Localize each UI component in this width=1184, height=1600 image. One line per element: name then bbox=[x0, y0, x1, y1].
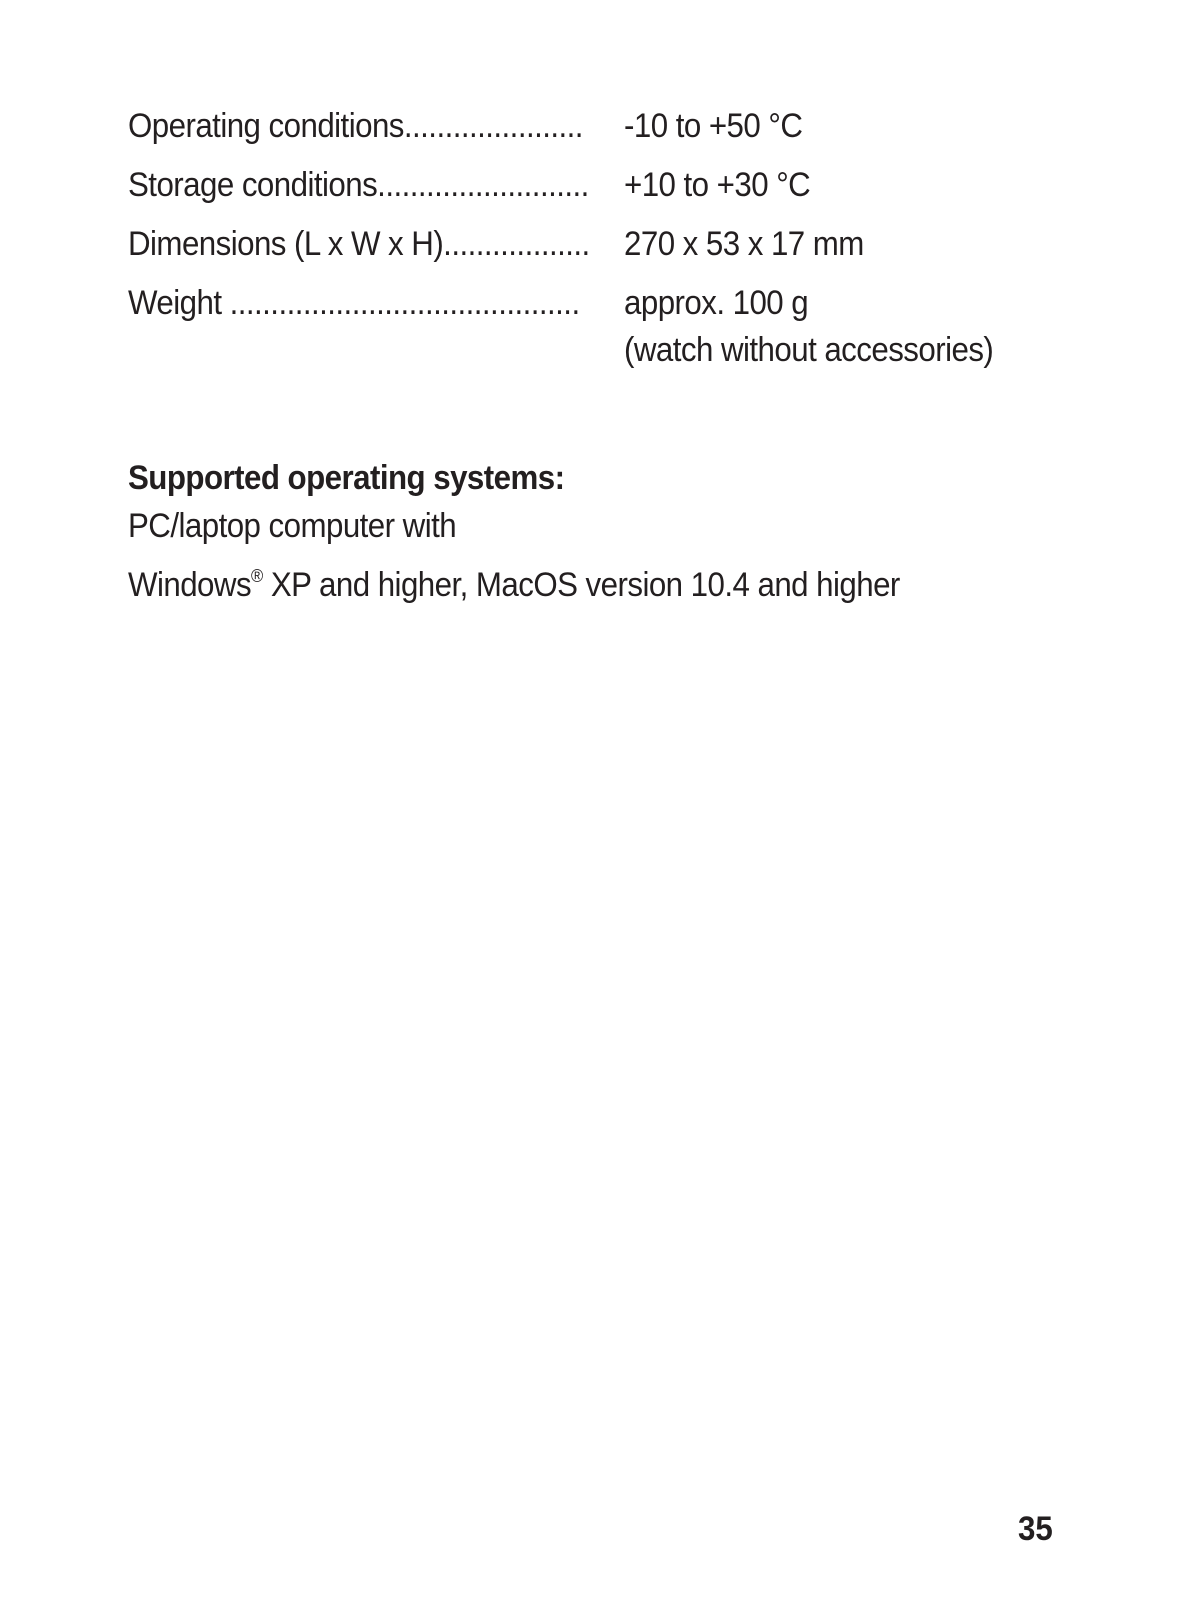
spec-value: +10 to +30 °C bbox=[624, 166, 811, 204]
spec-label: Operating conditions bbox=[128, 107, 404, 145]
registered-mark: ® bbox=[251, 566, 263, 586]
section-heading: Supported operating systems: bbox=[128, 459, 565, 497]
spec-value: -10 to +50 °C bbox=[624, 107, 803, 145]
spec-value: 270 x 53 x 17 mm bbox=[624, 225, 864, 263]
spec-label: Storage conditions bbox=[128, 166, 378, 204]
spec-row-storage-conditions bbox=[128, 165, 589, 205]
os-line-2 bbox=[128, 565, 900, 605]
spec-dots: .......................... bbox=[377, 166, 589, 204]
spec-value: approx. 100 g bbox=[624, 284, 809, 322]
spec-row-weight bbox=[128, 283, 580, 323]
spec-dots: .................. bbox=[443, 225, 590, 263]
spec-label: Dimensions (L x W x H) bbox=[128, 225, 444, 263]
os-line-1: PC/laptop computer with bbox=[128, 507, 457, 545]
spec-row-operating-conditions bbox=[128, 106, 583, 146]
spec-dots: ...................... bbox=[403, 107, 583, 145]
os-windows: Windows bbox=[128, 566, 252, 604]
spec-value-continuation: (watch without accessories) bbox=[624, 331, 994, 369]
os-requirements: XP and higher, MacOS version 10.4 and higher bbox=[262, 566, 900, 604]
spec-dots: ........................................... bbox=[229, 284, 580, 322]
spec-row-dimensions bbox=[128, 224, 590, 264]
page-number: 35 bbox=[1018, 1510, 1053, 1548]
spec-label: Weight bbox=[128, 284, 230, 322]
